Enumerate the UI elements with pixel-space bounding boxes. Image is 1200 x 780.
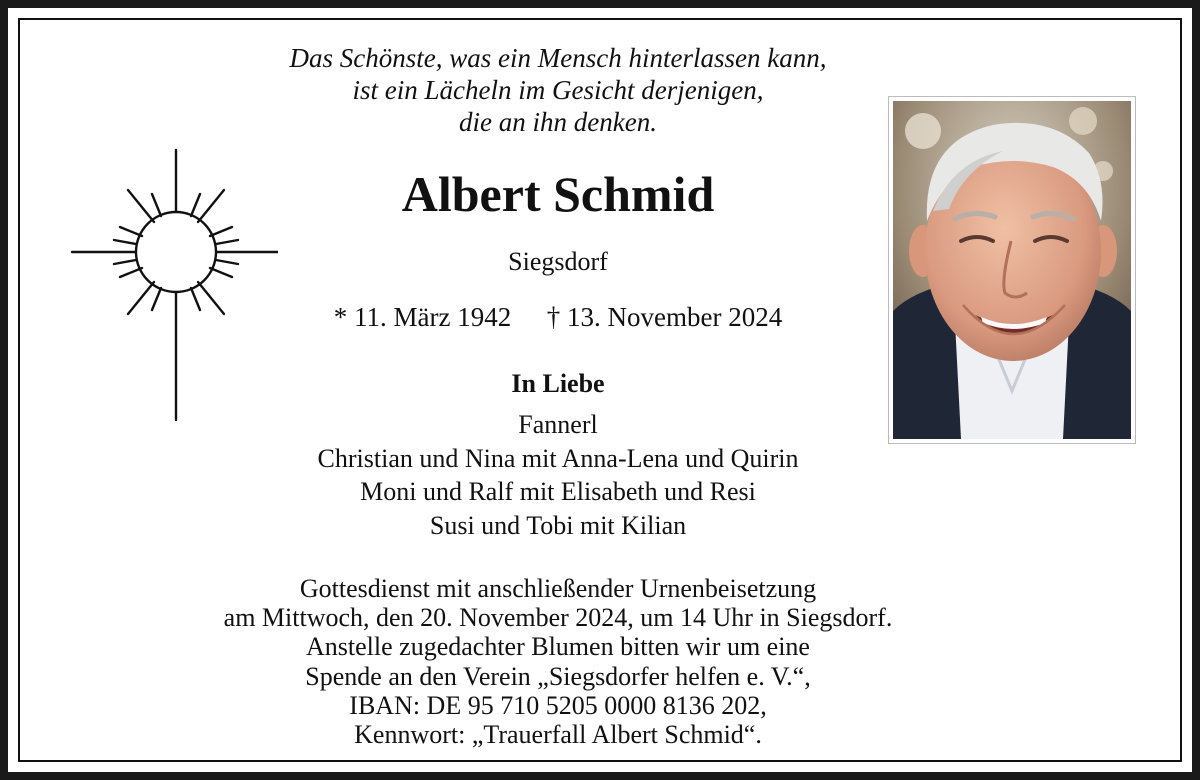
quote-block bbox=[158, 42, 958, 138]
quote-line-3: die an ihn denken. bbox=[459, 107, 657, 137]
death-date: 13. November 2024 bbox=[567, 302, 783, 332]
service-line: IBAN: DE 95 710 5205 0000 8136 202, bbox=[349, 690, 767, 720]
mourner-line: Susi und Tobi mit Kilian bbox=[429, 510, 687, 540]
death-symbol: † bbox=[546, 302, 561, 332]
service-line: Gottesdienst mit anschließender Urnenbeisetzung bbox=[299, 574, 817, 603]
quote-line-2: ist ein Lächeln im Gesicht derjenigen, bbox=[352, 75, 764, 105]
portrait-photo bbox=[888, 96, 1136, 444]
sun-cross-icon bbox=[66, 140, 278, 422]
service-line: Spende an den Verein „Siegsdorfer helfen e. V.“, bbox=[305, 661, 811, 691]
birth-date: 11. März 1942 bbox=[354, 302, 512, 332]
portrait-image bbox=[893, 101, 1131, 439]
mourner-line: Moni und Ralf mit Elisabeth und Resi bbox=[360, 477, 756, 506]
quote-line-1: Das Schönste, was ein Mensch hinterlassen kann, bbox=[289, 43, 827, 73]
deceased-name: Albert Schmid bbox=[401, 166, 715, 222]
deceased-place: Siegsdorf bbox=[508, 247, 608, 276]
mourners-list bbox=[208, 408, 908, 542]
life-dates bbox=[258, 300, 858, 334]
birth-symbol: * bbox=[333, 302, 348, 332]
obituary-card bbox=[8, 8, 1192, 772]
mourner-line: Christian und Nina mit Anna-Lena und Quirin bbox=[317, 443, 799, 473]
service-line: Kennwort: „Trauerfall Albert Schmid“. bbox=[354, 720, 762, 750]
service-line: Anstelle zugedachter Blumen bitten wir um eine bbox=[306, 632, 810, 662]
service-line: am Mittwoch, den 20. November 2024, um 14 Uhr in Siegsdorf. bbox=[223, 603, 893, 633]
service-info bbox=[108, 574, 1008, 749]
mourner-line: Fannerl bbox=[518, 410, 598, 439]
mourners-title: In Liebe bbox=[511, 369, 605, 398]
